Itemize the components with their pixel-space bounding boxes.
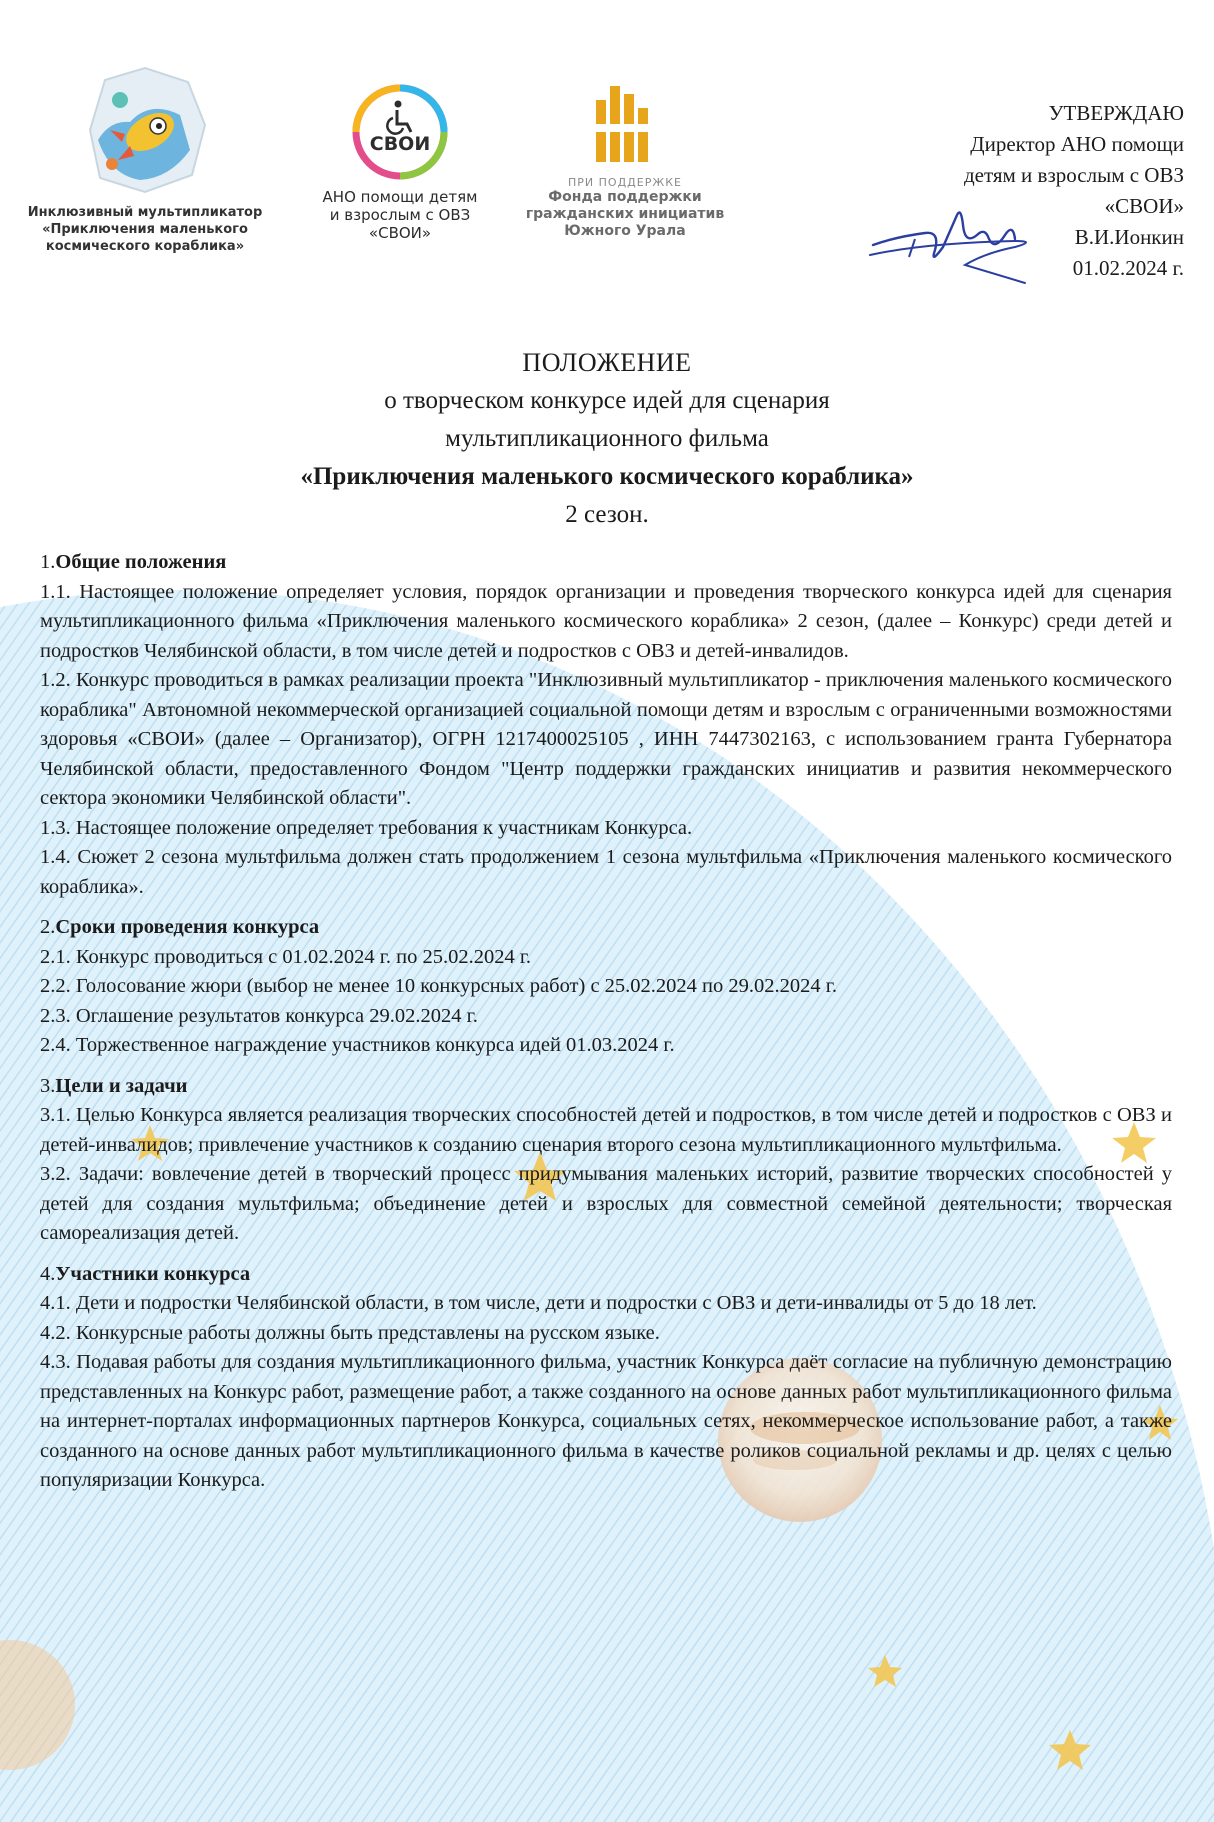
section-general (40, 548, 1172, 902)
approval-heading: УТВЕРЖДАЮ (1048, 101, 1184, 125)
approval-position: Директор АНО помощи (970, 132, 1184, 156)
clause: 1.2. Конкурс проводиться в рамках реализации проекта "Инклюзивный мультипликатор - приключения маленького космического кораблика" Автономной некоммерческой организацией социальной помощи детям и взрослым с ограниченными возможностями здоровья «СВОИ» (далее – Организатор), ОГРН 1217400025105 , ИНН 7447302163, с использованием гранта Губернатора Челябинской области, предоставленного Фондом "Центр поддержки гражданских инициатив и развития некоммерческого сектора экономики Челябинской области". (40, 669, 1172, 809)
clause: 4.2. Конкурсные работы должны быть представлены на русском языке. (40, 1321, 660, 1344)
fund-logo-caption: Фонда поддержки гражданских инициатив Южного Урала (525, 189, 725, 239)
clause: 4.1. Дети и подростки Челябинской области, в том числе, дети и подростки с ОВЗ и дети-инвалиды от 5 до 18 лет. (40, 1292, 1037, 1314)
section-heading: 4.Участники конкурса (40, 1262, 251, 1285)
approval-signer: В.И.Ионкин (1074, 225, 1184, 249)
project-logo-caption: Инклюзивный мультипликатор «Приключения маленького космического кораблика» (27, 205, 263, 254)
clause: 2.4. Торжественное награждение участников конкурса идей 01.03.2024 г. (40, 1034, 675, 1056)
wheelchair-icon (345, 80, 455, 184)
clause: 3.1. Целью Конкурса является реализация творческих способностей детей и подростков, в том числе детей и подростков с ОВЗ и детей-инвалидов; привлечение участников к созданию сценария второго сезона мультипликационного мультфильма. (40, 1104, 1172, 1156)
svoi-logo-caption: АНО помощи детям и взрослым с ОВЗ «СВОИ» (322, 188, 478, 242)
clause: 1.3. Настоящее положение определяет требования к участникам Конкурса. (40, 816, 693, 839)
svg-text:СВОИ: СВОИ (369, 133, 431, 155)
section-heading: 2.Сроки проведения конкурса (40, 916, 320, 938)
fund-logo (510, 80, 740, 240)
project-logo (20, 60, 270, 255)
section-goals (40, 1072, 1172, 1249)
clause: 2.1. Конкурс проводиться с 01.02.2024 г. по 25.02.2024 г. (40, 945, 532, 968)
section-heading: 3.Цели и задачи (40, 1074, 188, 1097)
document-title (150, 344, 1064, 534)
section-heading: 1.Общие положения (40, 551, 227, 573)
approval-org: «СВОИ» (1104, 194, 1184, 218)
clause: 2.3. Оглашение результатов конкурса 29.02.2024 г. (40, 1004, 478, 1027)
title-season: 2 сезон. (565, 501, 649, 528)
clause: 1.1. Настоящее положение определяет условия, порядок организации и проведения творческого конкурса идей для сценария мультипликационного фильма «Приключения маленького космического кораблика» 2 сезон, (далее – Конкурс) среди детей и подростков Челябинской области, в том числе детей и подростков с ОВЗ и детей-инвалидов. (40, 580, 1172, 662)
clause: 3.2. Задачи: вовлечение детей в творческий процесс придумывания маленьких историй, развитие творческих способностей у детей для создания мультфильма; объединение детей и взрослых для совместной семейной деятельности; творческая самореализация детей. (40, 1163, 1172, 1244)
document-body (40, 548, 1172, 1496)
section-terms (40, 913, 1172, 1061)
fund-support-label: ПРИ ПОДДЕРЖКЕ (568, 176, 682, 189)
title-main: ПОЛОЖЕНИЕ (522, 348, 692, 377)
section-participants (40, 1260, 1172, 1496)
handwritten-signature (865, 195, 1045, 285)
title-subtitle-cont: мультипликационного фильма (445, 425, 769, 452)
approval-date: 01.02.2024 г. (1072, 256, 1184, 280)
fund-emblem-icon (590, 80, 660, 172)
clause: 4.3. Подавая работы для создания мультипликационного фильма, участник Конкурса даёт согласие на публичную демонстрацию представленных на Конкурс работ, размещение работ, а также созданного на основе данных работ мультипликационного фильма на интернет-порталах информационных партнеров Конкурса, социальных сетях, некоммерческое использование работ, а также созданного на основе данных работ мультипликационного фильма в качестве роликов социальной рекламы и др. целях с целью популяризации Конкурса. (40, 1351, 1172, 1491)
clause: 2.2. Голосование жюри (выбор не менее 10 конкурсных работ) с 25.02.2024 по 29.02.2024 г. (40, 975, 837, 997)
approval-position-cont: детям и взрослым с ОВЗ (963, 163, 1184, 187)
title-subtitle: о творческом конкурсе идей для сценария (384, 387, 830, 414)
title-film-name: «Приключения маленького космического кораблика» (300, 463, 914, 490)
clause: 1.4. Сюжет 2 сезона мультфильма должен стать продолжением 1 сезона мультфильма «Приключения маленького космического кораблика». (40, 846, 1172, 898)
cartoon-spaceship-icon (70, 60, 220, 200)
svoi-logo (300, 80, 500, 242)
